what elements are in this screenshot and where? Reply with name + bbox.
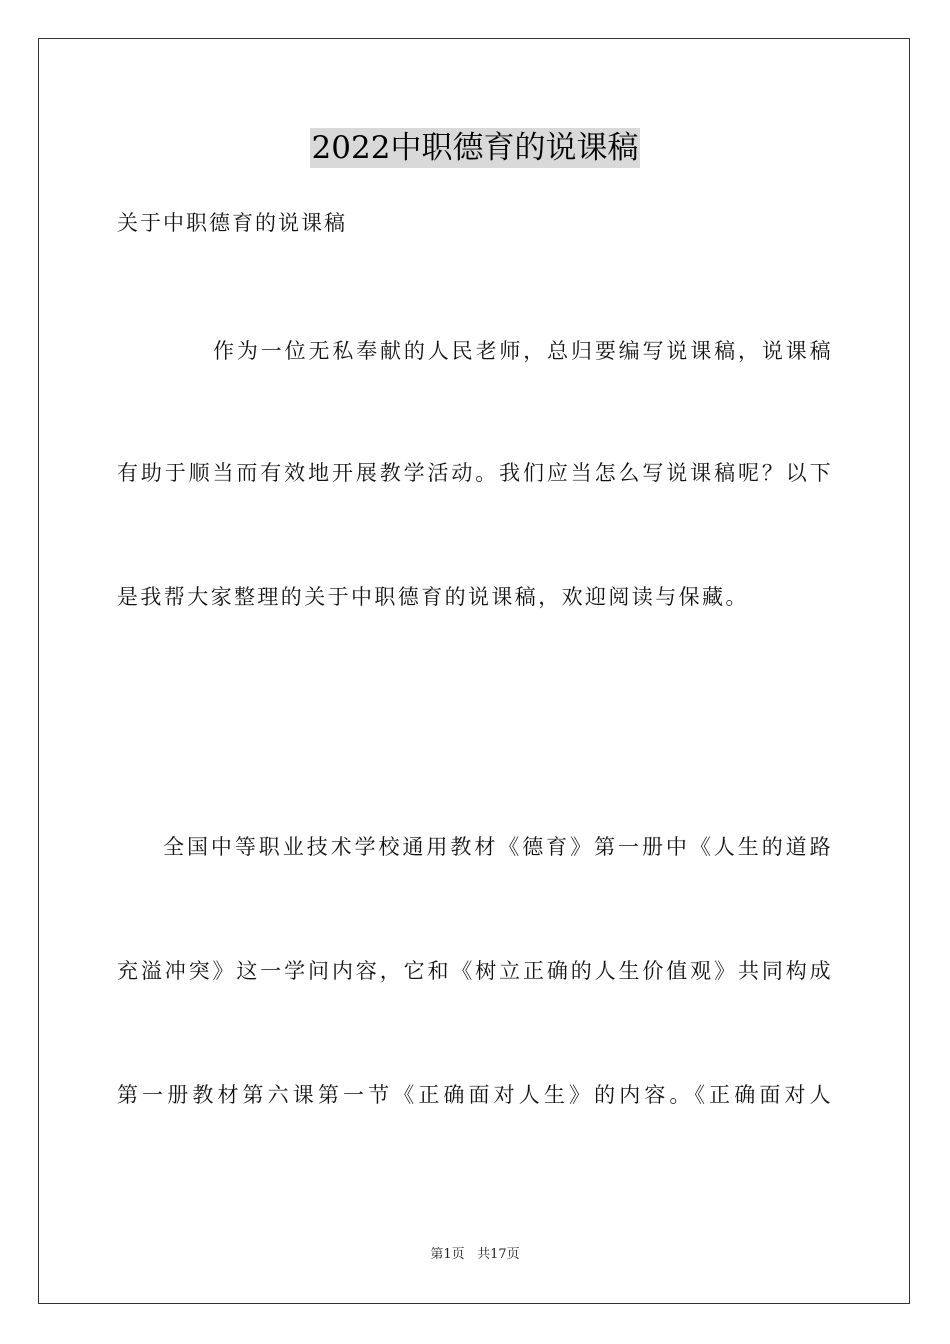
paragraph-line: 是我帮大家整理的关于中职德育的说课稿，欢迎阅读与保藏。	[117, 585, 749, 609]
page-number: 第1页	[430, 1247, 465, 1262]
document-title: 2022中职德育的说课稿	[311, 130, 639, 166]
document-subtitle: 关于中职德育的说课稿	[117, 211, 347, 235]
paragraph-line: 有助于顺当而有效地开展教学活动。我们应当怎么写说课稿呢？以下	[117, 461, 833, 485]
title-container	[0, 128, 950, 168]
paragraph-line: 全国中等职业技术学校通用教材《德育》第一册中《人生的道路	[163, 835, 833, 859]
page-footer	[0, 1246, 950, 1264]
page-total: 共17页	[477, 1247, 520, 1262]
paragraph-line: 充溢冲突》这一学问内容，它和《树立正确的人生价值观》共同构成	[117, 959, 833, 983]
paragraph-line: 作为一位无私奉献的人民老师，总归要编写说课稿，说课稿	[213, 339, 833, 363]
paragraph-line: 第一册教材第六课第一节《正确面对人生》的内容。《正确面对人	[117, 1083, 833, 1107]
